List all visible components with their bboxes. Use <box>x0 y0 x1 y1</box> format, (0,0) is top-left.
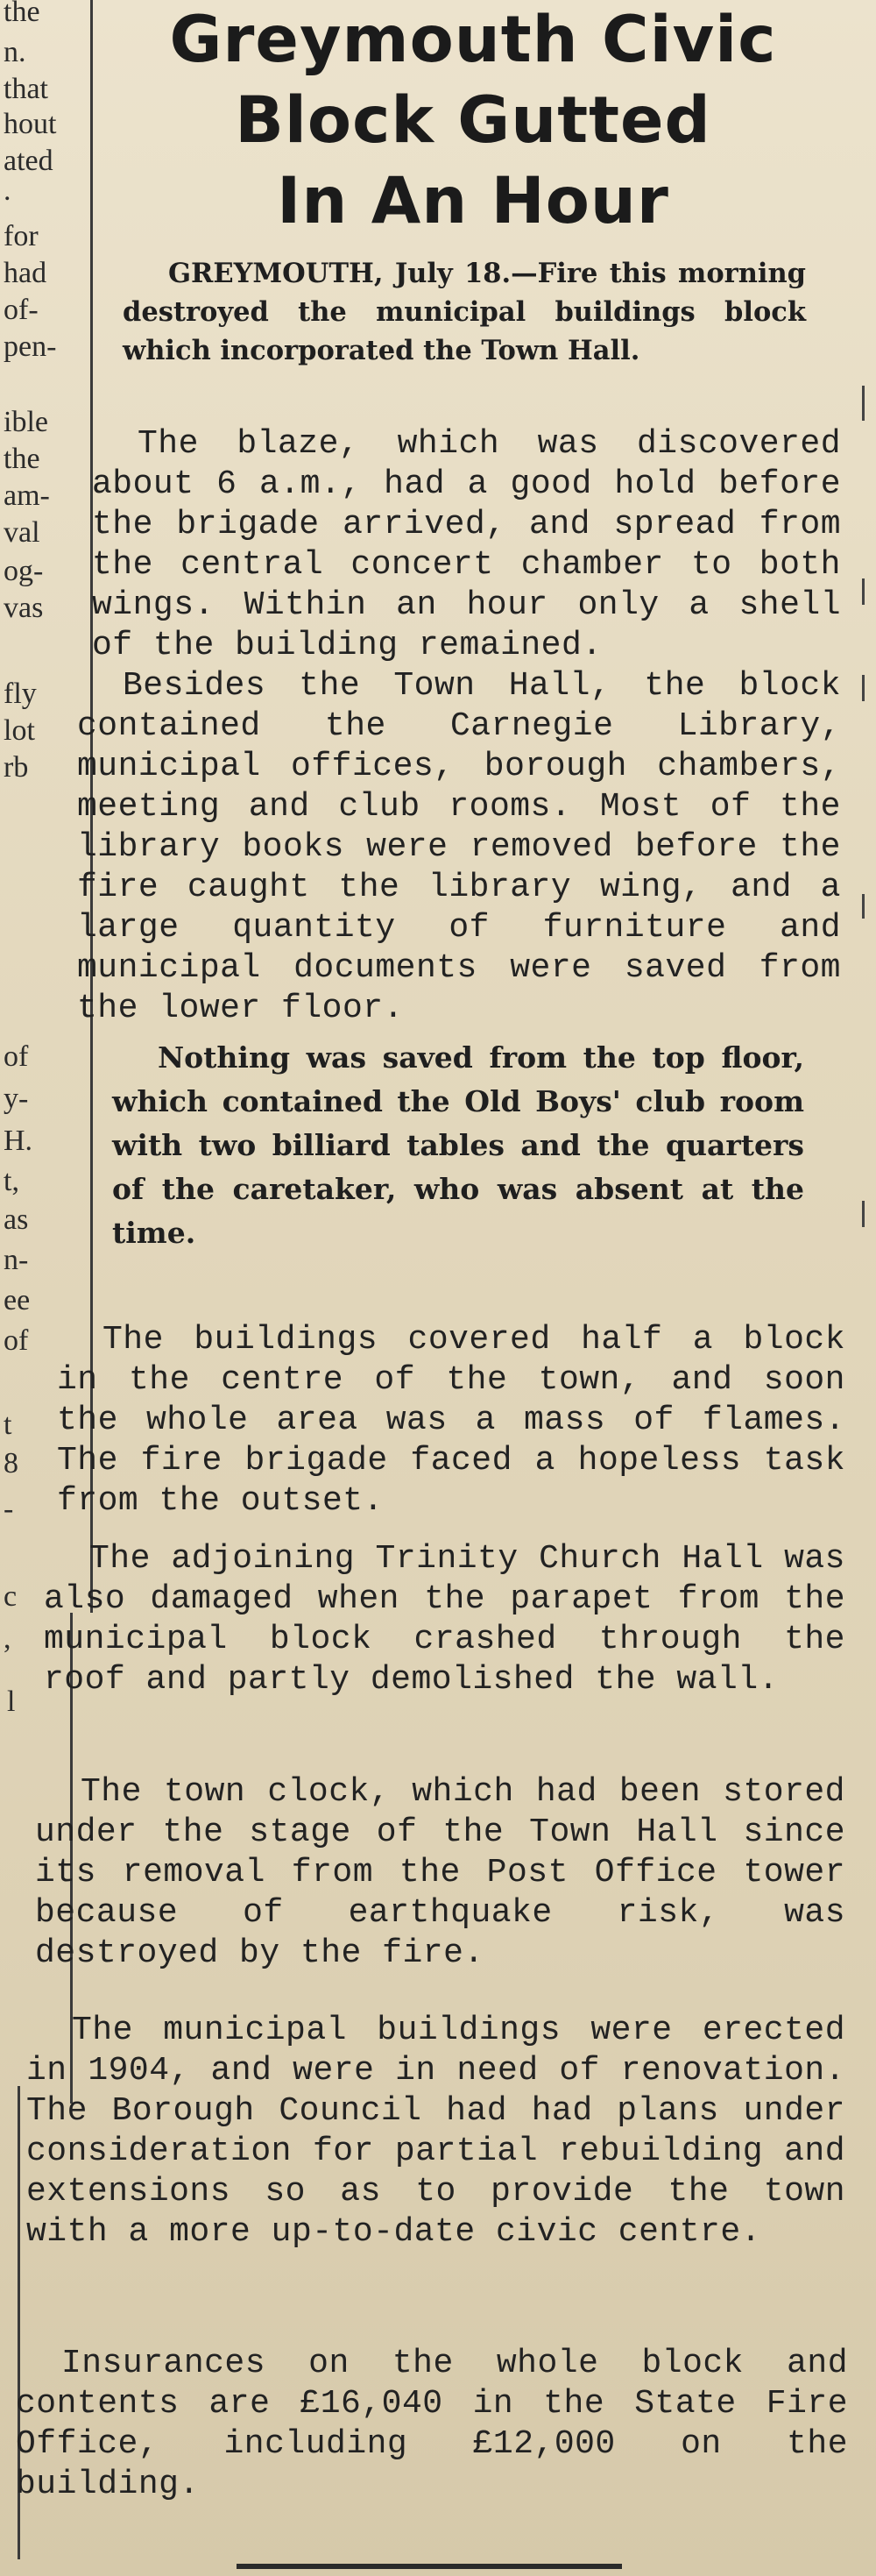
fragment: had <box>4 257 47 289</box>
paragraph: The adjoining Trinity Church Hall was also damaged when the parapet from the municipal block crashed through the roof and partly demolished the wall. <box>44 1540 845 1699</box>
fragment: val <box>4 516 40 549</box>
fragment: - <box>4 1493 14 1525</box>
fragment: y- <box>4 1082 29 1115</box>
fragment: og- <box>4 555 44 587</box>
headline-line: Block Gutted <box>235 83 711 158</box>
dateline-lead: GREYMOUTH, July 18.—Fire this morning destroyed the municipal buildings block which incorporated the Town Hall. <box>123 258 806 366</box>
paragraph: The blaze, which was discovered about 6 a.m., had a good hold before the brigade arrived, and spread from the central concert chamber to both wings. Within an hour only a shell of the building remained. <box>92 425 841 664</box>
fragment: pen- <box>4 330 57 363</box>
fragment: am- <box>4 479 50 512</box>
fragment: c <box>4 1580 18 1613</box>
fragment: of <box>4 1040 29 1073</box>
paragraph: The municipal buildings were erected in 1904, and were in need of renovation. The Borough Council had had plans under consideration for partial rebuilding and extensions so as to provide the town with a more up-to-date civic centre. <box>26 2012 845 2251</box>
fragment: ated <box>4 145 53 177</box>
fragment: t <box>4 1409 12 1441</box>
headline-line: In An Hour <box>277 164 669 238</box>
fragment: l <box>7 1685 16 1718</box>
paragraph: Nothing was saved from the top floor, which contained the Old Boys' club room with two billiard tables and the quarters of the caretaker, who was absent at the time. <box>112 1040 804 1250</box>
fragment: lot <box>4 714 35 747</box>
fragment: of- <box>4 294 39 326</box>
fragment: of <box>4 1324 29 1357</box>
fragment: for <box>4 220 39 252</box>
fragment: 8 <box>4 1447 18 1480</box>
fragment: the <box>4 0 40 28</box>
paragraph: Insurances on the whole block and contents are £16,040 in the State Fire Office, including £12,000 on the building. <box>16 2345 848 2503</box>
fragment: . <box>4 174 11 207</box>
paragraph: Besides the Town Hall, the block contained the Carnegie Library, municipal offices, borough chambers, meeting and club rooms. Most of the library books were removed before the fire caught the library wing, and a large quantity of furniture and municipal documents were saved from the lower floor. <box>77 667 841 1027</box>
fragment: that <box>4 73 48 105</box>
bottom-rule <box>237 2564 622 2569</box>
fragment: ee <box>4 1284 31 1316</box>
fragment: H. <box>4 1125 33 1157</box>
fragment: the <box>4 443 40 475</box>
headline-line: Greymouth Civic <box>169 3 777 77</box>
fragment: vas <box>4 592 44 624</box>
fragment: , <box>4 1622 11 1655</box>
paragraph: The buildings covered half a block in the centre of the town, and soon the whole area was a mass of flames. The fire brigade faced a hopeless task from the outset. <box>57 1321 845 1520</box>
fragment: ible <box>4 406 48 438</box>
fragment: rb <box>4 751 29 784</box>
paragraph: The town clock, which had been stored under the stage of the Town Hall since its removal from the Post Office tower because of earthquake risk, was destroyed by the fire. <box>35 1773 845 1972</box>
fragment: fly <box>4 678 37 710</box>
fragment: hout <box>4 108 57 140</box>
fragment: t, <box>4 1165 19 1197</box>
headline <box>88 0 858 242</box>
fragment: n- <box>4 1244 29 1276</box>
fragment: as <box>4 1203 29 1236</box>
fragment: n. <box>4 36 26 68</box>
